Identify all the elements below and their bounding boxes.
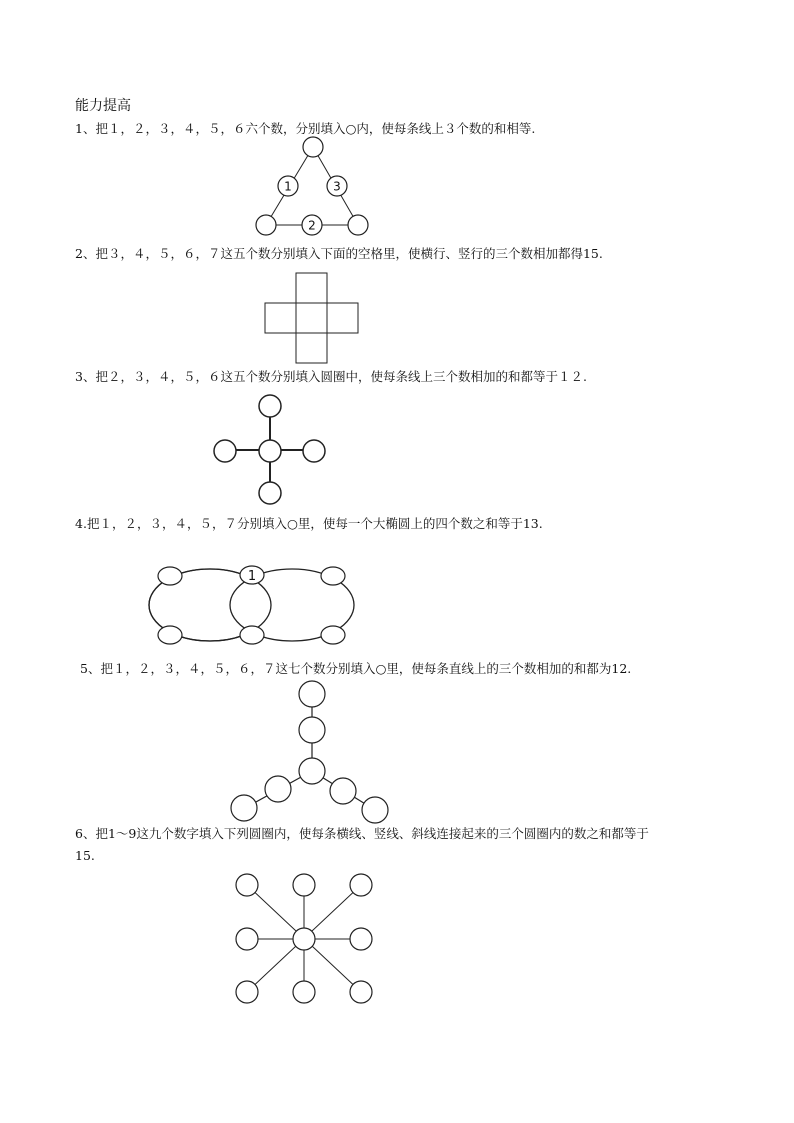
prefilled-number: 1 bbox=[247, 569, 257, 584]
blank-circle[interactable] bbox=[259, 440, 281, 462]
blank-circle[interactable] bbox=[350, 928, 372, 950]
blank-circle[interactable] bbox=[348, 215, 368, 235]
problem-2-number: 2、 bbox=[75, 246, 96, 261]
blank-circle[interactable] bbox=[330, 778, 356, 804]
blank-circle[interactable] bbox=[158, 567, 182, 585]
blank-circle[interactable] bbox=[350, 981, 372, 1003]
blank-circle[interactable] bbox=[256, 215, 276, 235]
y-shape-figure bbox=[225, 678, 400, 828]
blank-circle[interactable] bbox=[299, 758, 325, 784]
problem-3 bbox=[75, 369, 587, 385]
problem-4-text: 把１，２，３，４，５，７分别填入○里，使每一个大椭圆上的四个数之和等于13. bbox=[86, 516, 543, 531]
prefilled-number: 3 bbox=[333, 179, 341, 194]
problem-1 bbox=[75, 121, 535, 137]
blank-circle[interactable] bbox=[293, 981, 315, 1003]
blank-circle[interactable] bbox=[321, 567, 345, 585]
problem-6-number: 6、 bbox=[75, 826, 96, 841]
blank-circle[interactable] bbox=[293, 928, 315, 950]
blank-circle[interactable] bbox=[299, 681, 325, 707]
problem-2 bbox=[75, 246, 603, 262]
blank-circle[interactable] bbox=[303, 440, 325, 462]
blank-circle[interactable] bbox=[362, 797, 388, 823]
blank-circle[interactable] bbox=[240, 626, 264, 644]
problem-4 bbox=[75, 516, 543, 532]
section-title: 能力提高 bbox=[75, 98, 131, 114]
blank-circle[interactable] bbox=[236, 874, 258, 896]
grid-cell-bottom[interactable] bbox=[296, 333, 327, 363]
blank-circle[interactable] bbox=[303, 137, 323, 157]
double-ellipse-figure bbox=[145, 560, 370, 660]
blank-circle[interactable] bbox=[158, 626, 182, 644]
blank-circle[interactable] bbox=[350, 874, 372, 896]
problem-4-number: 4. bbox=[75, 516, 87, 531]
problem-2-text: 把３，４，５，６，７这五个数分别填入下面的空格里，使横行、竖行的三个数相加都得15. bbox=[95, 246, 603, 261]
blank-circle[interactable] bbox=[321, 626, 345, 644]
blank-circle[interactable] bbox=[236, 981, 258, 1003]
blank-circle[interactable] bbox=[293, 874, 315, 896]
problem-6 bbox=[75, 826, 649, 842]
prefilled-number: 2 bbox=[308, 218, 316, 233]
problem-3-number: 3、 bbox=[75, 369, 96, 384]
blank-circle[interactable] bbox=[265, 776, 291, 802]
problem-1-number: 1、 bbox=[75, 121, 96, 136]
star-grid-figure bbox=[225, 866, 385, 1012]
triangle-circle-figure bbox=[250, 136, 380, 240]
grid-cell-top[interactable] bbox=[296, 273, 327, 303]
problem-6-text: 把1～9这九个数字填入下列圆圈内，使每条横线、竖线、斜线连接起来的三个圆圈内的数之和都等于 bbox=[95, 826, 649, 841]
problem-6-continuation: 15. bbox=[75, 848, 95, 863]
blank-circle[interactable] bbox=[299, 717, 325, 743]
problem-5-text: 把１，２，３，４，５，６，７这七个数分别填入○里，使每条直线上的三个数相加的和都为12. bbox=[100, 661, 632, 676]
blank-circle[interactable] bbox=[214, 440, 236, 462]
plus-circle-figure bbox=[200, 390, 340, 512]
problem-5 bbox=[80, 661, 631, 677]
blank-circle[interactable] bbox=[236, 928, 258, 950]
grid-cell-left[interactable] bbox=[265, 303, 296, 333]
cross-grid-figure bbox=[260, 271, 360, 367]
prefilled-number: 1 bbox=[284, 179, 292, 194]
blank-circle[interactable] bbox=[231, 795, 257, 821]
blank-circle[interactable] bbox=[259, 395, 281, 417]
grid-cell-center[interactable] bbox=[296, 303, 327, 333]
blank-circle[interactable] bbox=[259, 482, 281, 504]
grid-cell-right[interactable] bbox=[327, 303, 358, 333]
problem-5-number: 5、 bbox=[80, 661, 101, 676]
problem-3-text: 把２，３，４，５，６这五个数分别填入圆圈中，使每条线上三个数相加的和都等于１２. bbox=[95, 369, 587, 384]
problem-1-text: 把１，２，３，４，５，６六个数，分别填入○内，使每条线上３个数的和相等. bbox=[95, 121, 536, 136]
